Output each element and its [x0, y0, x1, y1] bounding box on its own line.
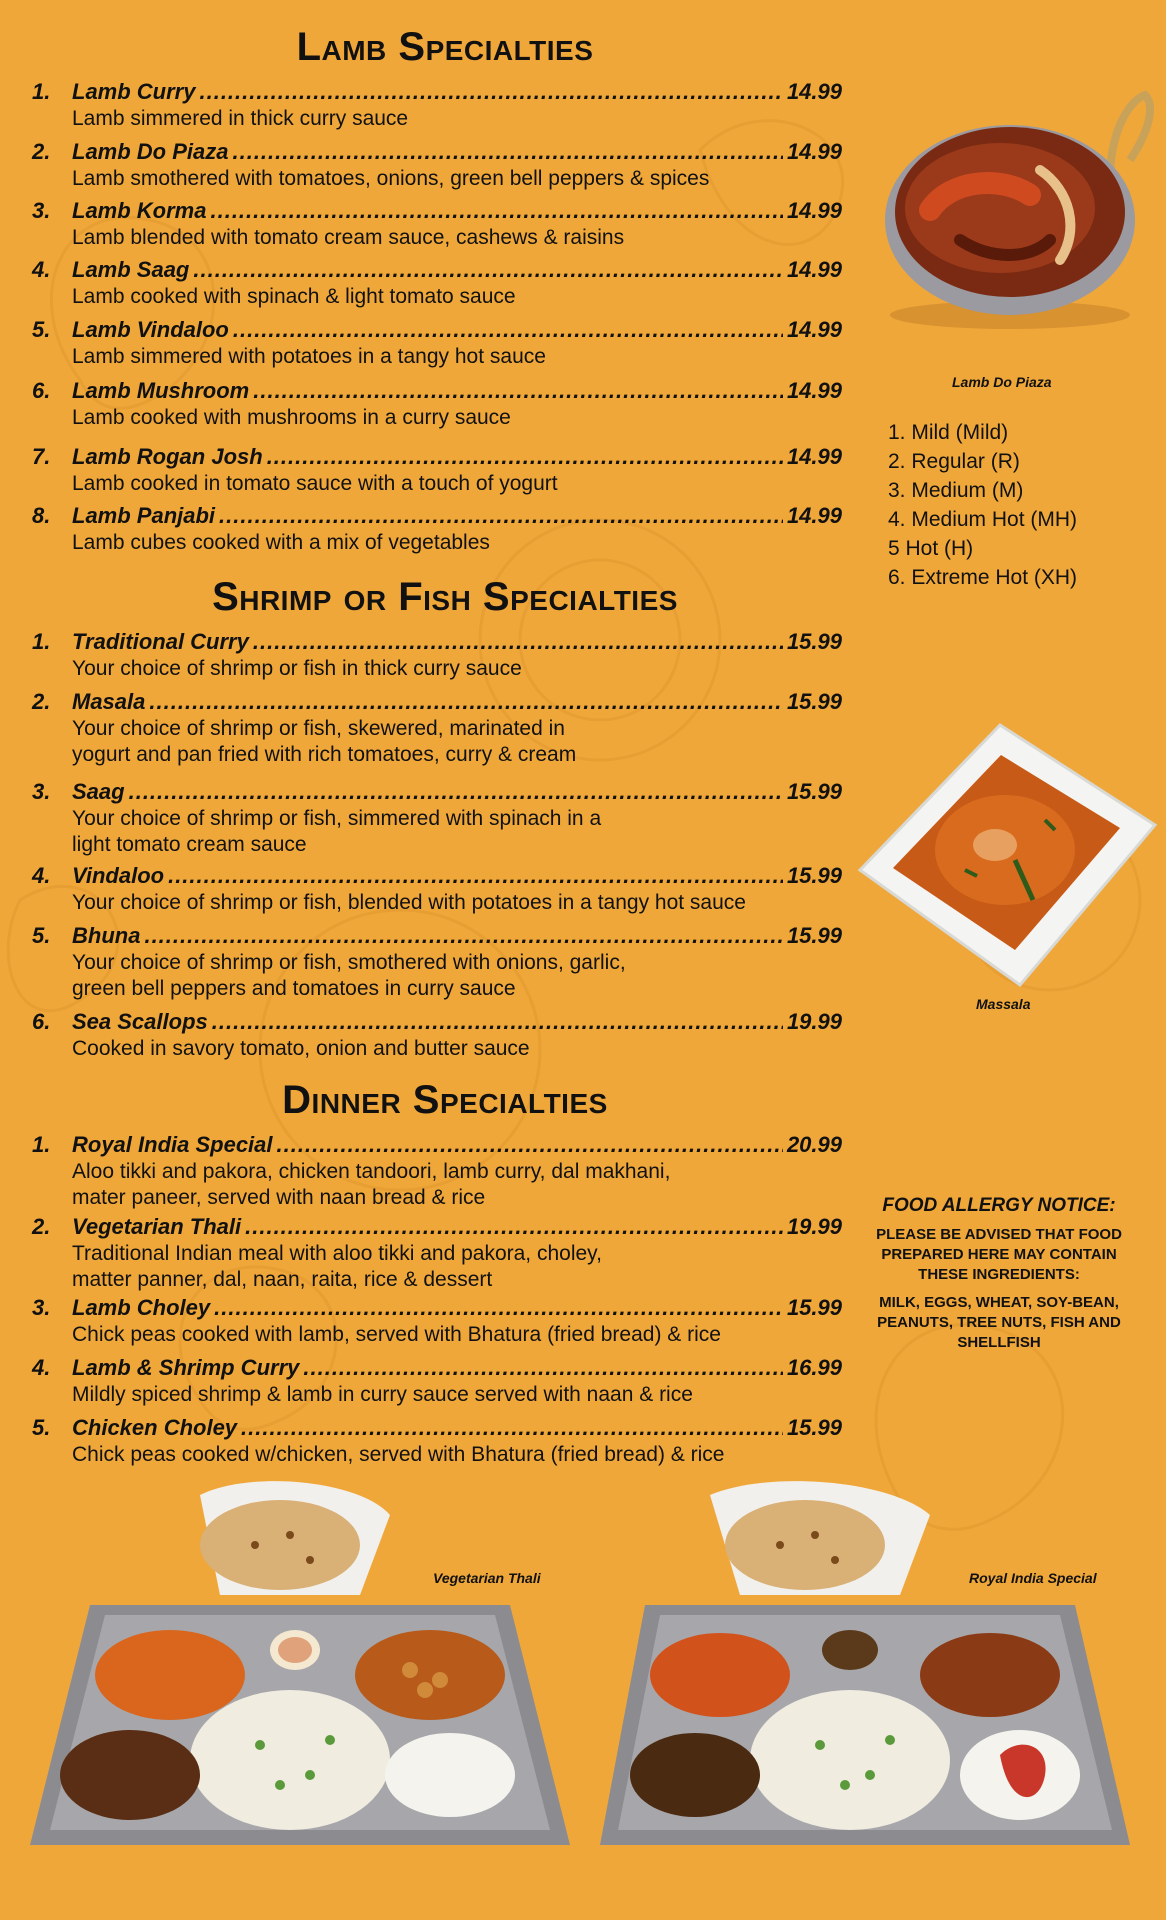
dot-leader	[129, 778, 783, 806]
item-number: 6.	[32, 1009, 51, 1034]
menu-item-saag	[32, 778, 842, 858]
menu-item-lamb-mushroom	[32, 377, 842, 431]
item-price: 19.99	[786, 1009, 842, 1034]
spice-level-item: 2. Regular (R)	[888, 450, 1020, 473]
item-name: Saag	[72, 779, 125, 804]
menu-item-sea-scallops	[32, 1008, 842, 1062]
item-price: 19.99	[786, 1214, 842, 1239]
item-description: Lamb blended with tomato cream sauce, cashews & raisins	[72, 226, 625, 249]
item-name: Vegetarian Thali	[72, 1214, 242, 1239]
vegetarian-thali-photo	[30, 1475, 575, 1865]
item-number: 1.	[32, 1132, 51, 1157]
item-number: 3.	[32, 779, 51, 804]
item-description: Chick peas cooked w/chicken, served with Bhatura (fried bread) & rice	[72, 1443, 725, 1466]
item-number: 2.	[32, 689, 51, 714]
menu-item-vindaloo	[32, 862, 842, 916]
item-price: 14.99	[786, 503, 842, 528]
item-number: 8.	[32, 503, 51, 528]
spice-level-item: 3. Medium (M)	[888, 479, 1024, 502]
item-number: 2.	[32, 1214, 51, 1239]
spice-level-item: 5 Hot (H)	[888, 537, 974, 560]
menu-item-traditional-curry	[32, 628, 842, 682]
dot-leader	[241, 1414, 783, 1442]
dot-leader	[303, 1354, 783, 1382]
item-number: 3.	[32, 198, 51, 223]
item-number: 1.	[32, 629, 51, 654]
lamb-do-piaza-photo	[860, 90, 1160, 340]
item-description: Chick peas cooked with lamb, served with Bhatura (fried bread) & rice	[72, 1323, 721, 1346]
spice-level-list	[888, 418, 1077, 592]
item-price: 15.99	[786, 1295, 842, 1320]
item-description: Lamb cubes cooked with a mix of vegetables	[72, 531, 490, 554]
dot-leader	[149, 688, 783, 716]
item-price: 16.99	[786, 1355, 842, 1380]
item-price: 14.99	[786, 378, 842, 403]
royal-india-special-caption: Royal India Special	[969, 1570, 1097, 1586]
item-description: Lamb simmered with potatoes in a tangy hot sauce	[72, 345, 546, 368]
item-price: 15.99	[786, 863, 842, 888]
dot-leader	[193, 256, 783, 284]
menu-item-lamb-choley	[32, 1294, 842, 1348]
dot-leader	[199, 78, 782, 106]
item-number: 5.	[32, 317, 51, 342]
item-name: Royal India Special	[72, 1132, 273, 1157]
menu-item-lamb-saag	[32, 256, 842, 310]
vegetarian-thali-caption: Vegetarian Thali	[433, 1570, 541, 1586]
item-name: Traditional Curry	[72, 629, 249, 654]
allergy-ingredients: MILK, EGGS, WHEAT, SOY-BEAN, PEANUTS, TREE NUTS, FISH AND SHELLFISH	[877, 1294, 1121, 1351]
item-price: 14.99	[786, 444, 842, 469]
item-price: 15.99	[786, 689, 842, 714]
item-name: Masala	[72, 689, 146, 714]
dot-leader	[267, 443, 783, 471]
item-price: 15.99	[786, 779, 842, 804]
item-number: 5.	[32, 923, 51, 948]
menu-item-royal-india-special	[32, 1131, 842, 1211]
massala-caption: Massala	[976, 996, 1031, 1012]
spice-level-item: 4. Medium Hot (MH)	[888, 508, 1078, 531]
spice-level-item: 6. Extreme Hot (XH)	[888, 566, 1078, 589]
menu-item-lamb-vindaloo	[32, 316, 842, 370]
dot-leader	[253, 377, 783, 405]
dot-leader	[214, 1294, 783, 1322]
item-description: Lamb cooked with spinach & light tomato sauce	[72, 285, 516, 308]
item-description: Aloo tikki and pakora, chicken tandoori, lamb curry, dal makhani, mater paneer, served with naan bread & rice	[72, 1160, 671, 1209]
item-name: Chicken Choley	[72, 1415, 238, 1440]
item-name: Lamb Curry	[72, 79, 196, 104]
item-description: Your choice of shrimp or fish, smothered with onions, garlic, green bell peppers and tomatoes in curry sauce	[72, 951, 626, 1000]
spice-level-item: 1. Mild (Mild)	[888, 421, 1009, 444]
item-name: Sea Scallops	[72, 1009, 208, 1034]
item-price: 14.99	[786, 257, 842, 282]
item-number: 6.	[32, 378, 51, 403]
item-price: 15.99	[786, 1415, 842, 1440]
menu-item-bhuna	[32, 922, 842, 1002]
item-name: Lamb Panjabi	[72, 503, 216, 528]
item-price: 14.99	[786, 79, 842, 104]
menu-item-masala	[32, 688, 842, 768]
massala-photo	[855, 720, 1160, 990]
food-allergy-notice	[864, 1195, 1134, 1361]
item-name: Lamb Do Piaza	[72, 139, 229, 164]
royal-india-special-photo	[600, 1475, 1140, 1865]
item-description: Your choice of shrimp or fish, skewered, marinated in yogurt and pan fried with rich tomatoes, curry & cream	[72, 717, 577, 766]
dot-leader	[144, 922, 782, 950]
item-description: Lamb simmered in thick curry sauce	[72, 107, 409, 130]
item-name: Lamb & Shrimp Curry	[72, 1355, 300, 1380]
item-number: 2.	[32, 139, 51, 164]
menu-item-lamb-korma	[32, 197, 842, 251]
item-number: 1.	[32, 79, 51, 104]
allergy-notice-text: PLEASE BE ADVISED THAT FOOD PREPARED HERE MAY CONTAIN THESE INGREDIENTS:	[876, 1226, 1122, 1283]
allergy-notice-title: FOOD ALLERGY NOTICE:	[882, 1195, 1116, 1216]
lamb-section-title: Lamb Specialties	[296, 25, 594, 69]
dot-leader	[245, 1213, 783, 1241]
menu-item-chicken-choley	[32, 1414, 842, 1468]
dinner-section-title: Dinner Specialties	[282, 1078, 608, 1122]
dot-leader	[212, 1008, 783, 1036]
item-description: Lamb cooked in tomato sauce with a touch of yogurt	[72, 472, 558, 495]
item-name: Lamb Choley	[72, 1295, 211, 1320]
menu-item-lamb-rogan-josh	[32, 443, 842, 497]
item-number: 7.	[32, 444, 51, 469]
dot-leader	[219, 502, 783, 530]
lamb-do-piaza-caption: Lamb Do Piaza	[952, 374, 1052, 390]
item-description: Your choice of shrimp or fish, simmered with spinach in a light tomato cream sauce	[72, 807, 602, 856]
item-price: 15.99	[786, 629, 842, 654]
item-name: Vindaloo	[72, 863, 165, 888]
dot-leader	[168, 862, 783, 890]
item-description: Traditional Indian meal with aloo tikki and pakora, choley, matter panner, dal, naan, raita, rice & dessert	[72, 1242, 602, 1291]
dot-leader	[232, 138, 782, 166]
menu-item-lamb-shrimp-curry	[32, 1354, 842, 1408]
menu-item-lamb-panjabi	[32, 502, 842, 556]
item-name: Lamb Saag	[72, 257, 190, 282]
item-description: Your choice of shrimp or fish in thick curry sauce	[72, 657, 522, 680]
item-number: 5.	[32, 1415, 51, 1440]
item-name: Lamb Rogan Josh	[72, 444, 263, 469]
item-price: 14.99	[786, 198, 842, 223]
item-number: 4.	[32, 1355, 51, 1380]
item-number: 4.	[32, 257, 51, 282]
item-price: 15.99	[786, 923, 842, 948]
item-description: Mildly spiced shrimp & lamb in curry sauce served with naan & rice	[72, 1383, 693, 1406]
seafood-section-title: Shrimp or Fish Specialties	[212, 575, 678, 619]
item-description: Your choice of shrimp or fish, blended with potatoes in a tangy hot sauce	[72, 891, 746, 914]
item-name: Lamb Mushroom	[72, 378, 250, 403]
item-number: 3.	[32, 1295, 51, 1320]
dot-leader	[210, 197, 782, 225]
item-description: Lamb cooked with mushrooms in a curry sauce	[72, 406, 511, 429]
dot-leader	[277, 1131, 783, 1159]
menu-item-lamb-curry	[32, 78, 842, 132]
menu-item-lamb-do-piaza	[32, 138, 842, 192]
item-name: Lamb Vindaloo	[72, 317, 229, 342]
item-price: 14.99	[786, 317, 842, 342]
dot-leader	[253, 628, 783, 656]
item-price: 20.99	[786, 1132, 842, 1157]
dot-leader	[233, 316, 783, 344]
item-price: 14.99	[786, 139, 842, 164]
item-number: 4.	[32, 863, 51, 888]
item-description: Cooked in savory tomato, onion and butter sauce	[72, 1037, 530, 1060]
item-description: Lamb smothered with tomatoes, onions, green bell peppers & spices	[72, 167, 710, 190]
item-name: Bhuna	[72, 923, 141, 948]
menu-item-vegetarian-thali	[32, 1213, 842, 1293]
item-name: Lamb Korma	[72, 198, 207, 223]
